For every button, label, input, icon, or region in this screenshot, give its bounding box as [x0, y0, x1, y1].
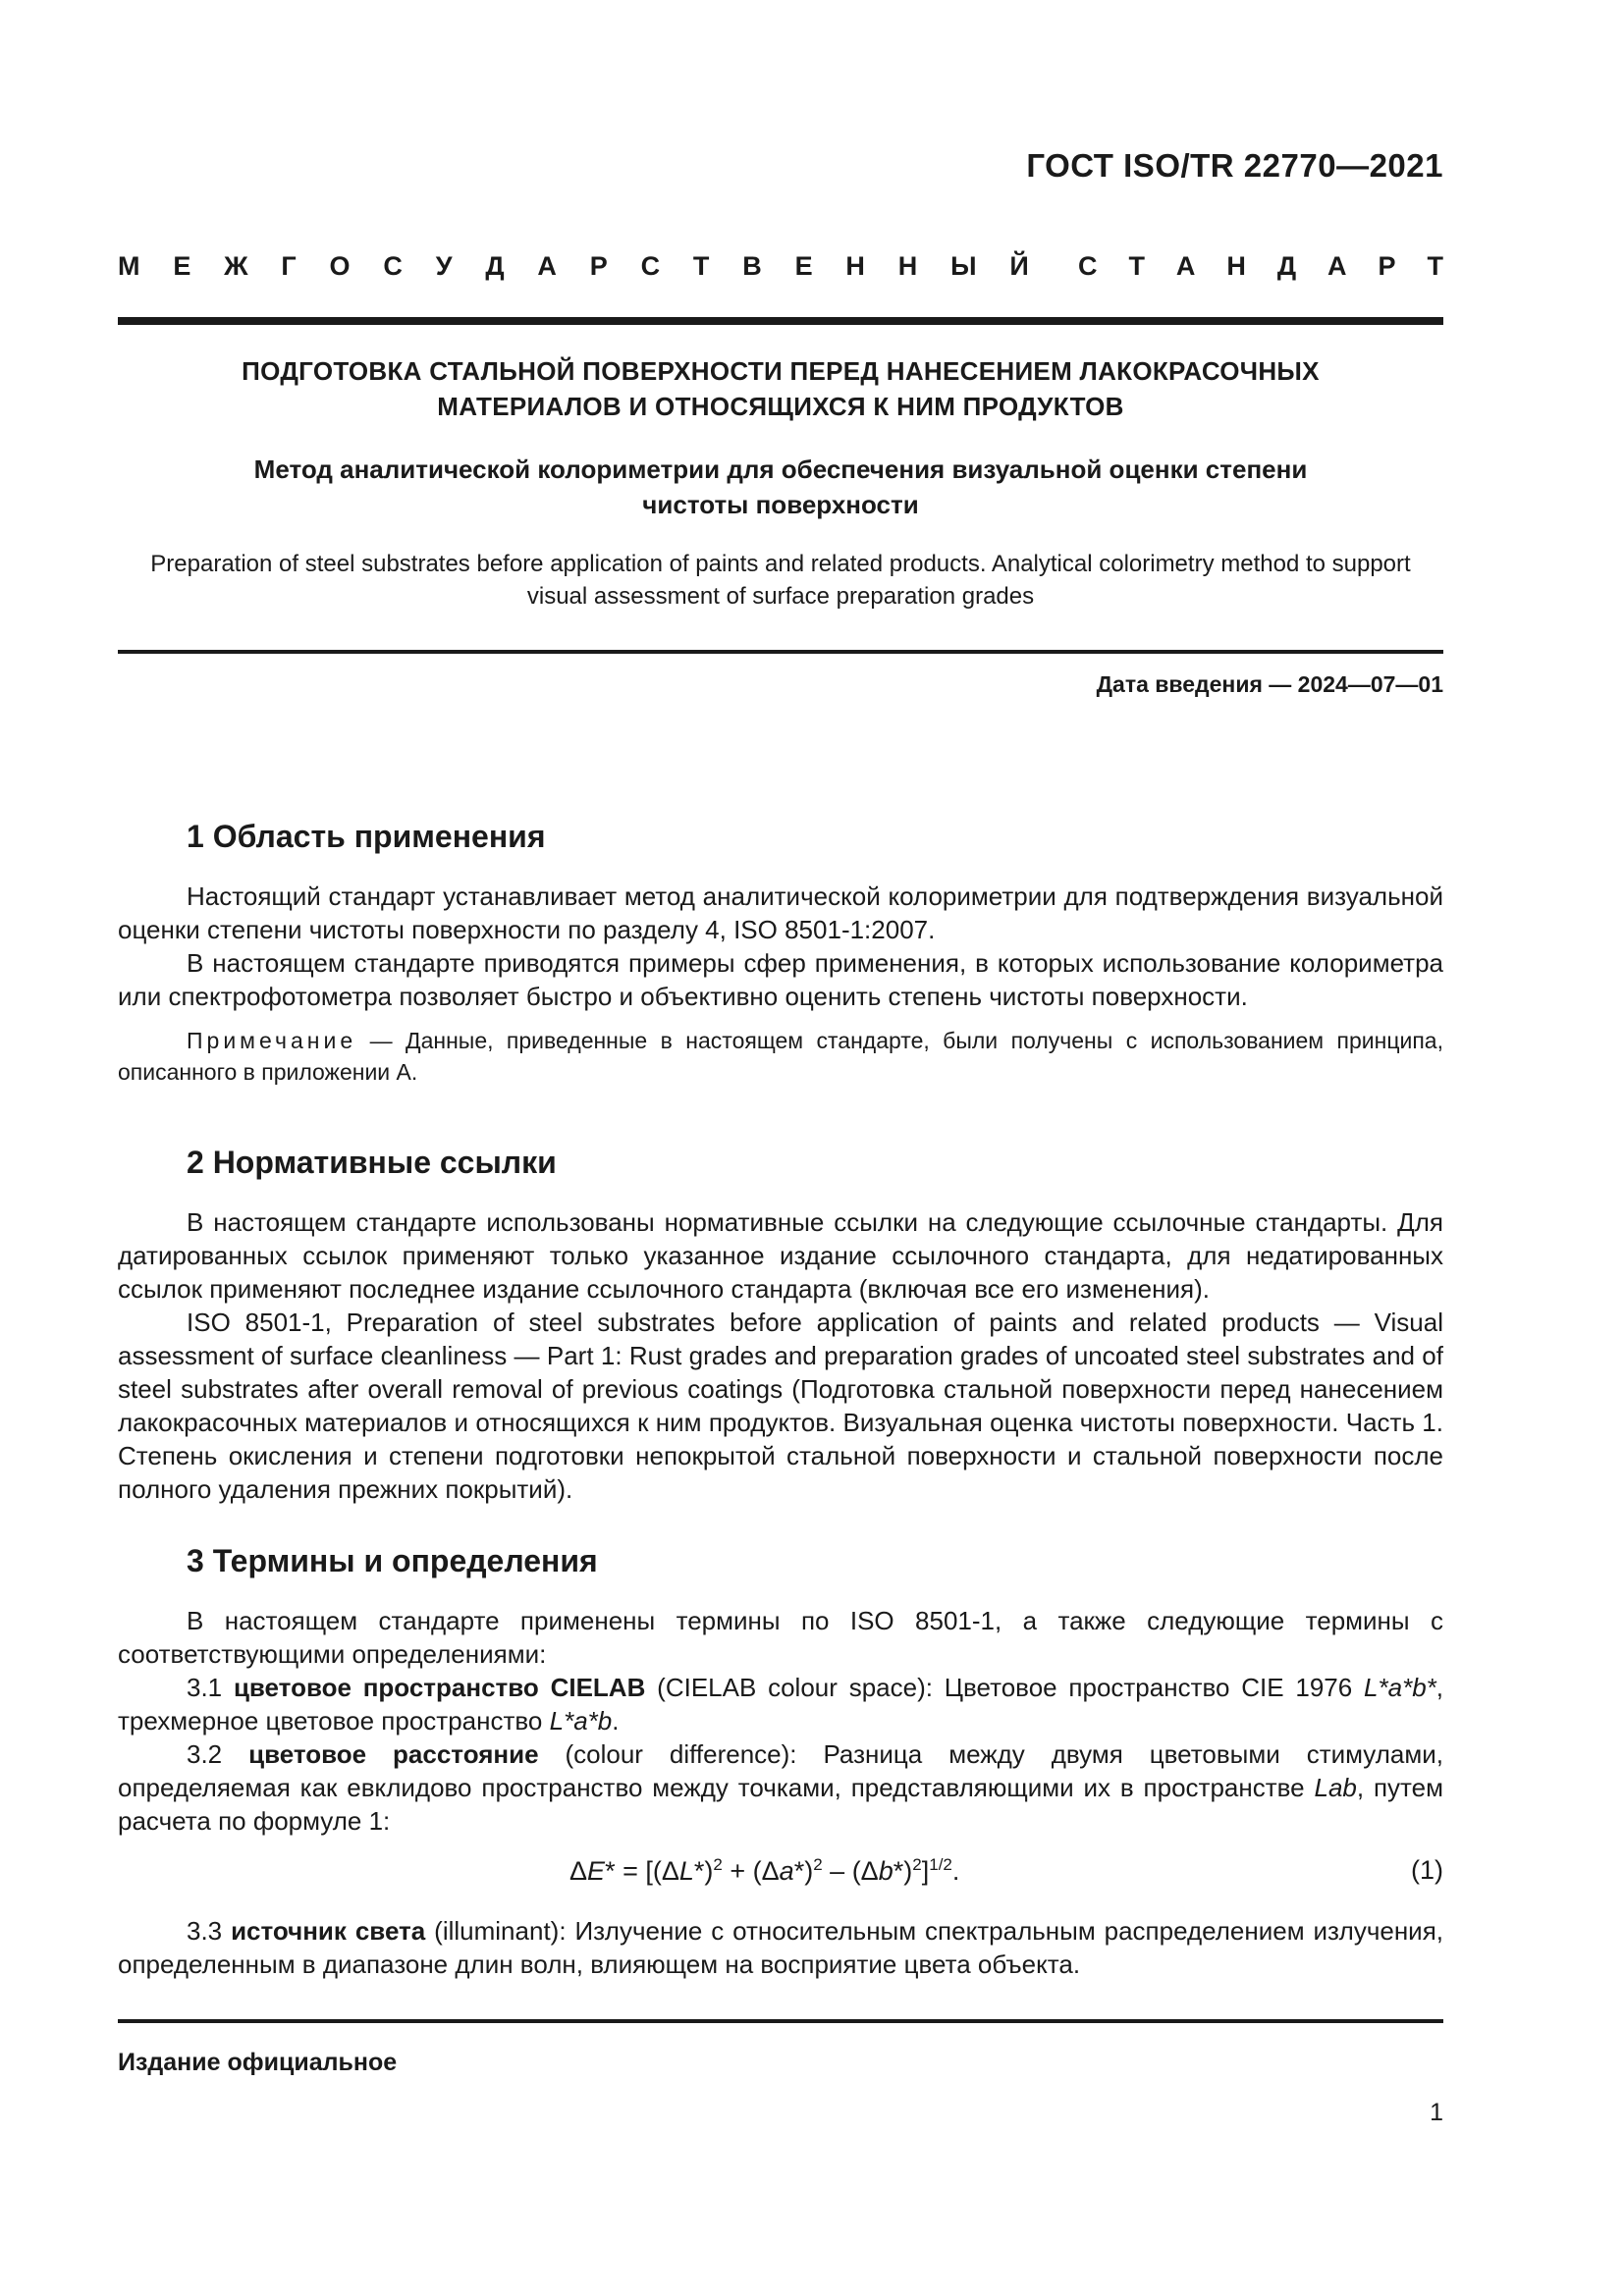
- banner-letter: М: [118, 251, 140, 281]
- banner-letter: Т: [1128, 251, 1145, 281]
- term-3-2: 3.2 цветовое расстояние (colour difference): Разница между двумя цветовыми стимулами, определяемая как евклидово пространство между точками, представляющими их в пространстве Lab, путем расчета по формуле 1:: [118, 1739, 1444, 1836]
- term-3-3: 3.3 источник света (illuminant): Излучение с относительным спектральным распределением излучения, определенным в диапазоне длин волн, влияющем на восприятие цвета объекта.: [118, 1916, 1444, 1979]
- banner-letter: А: [537, 251, 557, 281]
- page-number: 1: [1430, 2099, 1443, 2126]
- banner-letter: У: [435, 251, 453, 281]
- term-3-1-name: цветовое пространство CIELAB: [233, 1673, 646, 1702]
- section1-paragraph2: В настоящем стандарте приводятся примеры сфер применения, в которых использование колориметра или спектрофотометра позволяет быстро и объективно оценить степень чистоты поверхности.: [118, 948, 1443, 1011]
- banner-letter: Р: [1378, 251, 1396, 281]
- section1-heading: 1 Область применения: [187, 819, 546, 854]
- section1-note: Примечание — Данные, приведенные в настоящем стандарте, были получены с использованием принципа, описанного в приложении А.: [118, 1028, 1443, 1085]
- section2-paragraph2: ISO 8501-1, Preparation of steel substrates before application of paints and related products — Visual assessment of surface cleanliness — Part 1: Rust grades and preparation grades of uncoated steel substrates and of steel substrates after overall removal of previous coatings (Подготовка стальной поверхности перед нанесением лакокрасочных материалов и относящихся к ним продуктов. Визуальная оценка чистоты поверхности. Часть 1. Степень окисления и степени подготовки непокрытой стальной поверхности и стальной поверхности после полного удаления прежних покрытий).: [118, 1308, 1443, 1504]
- document-page: [118, 0, 1443, 2296]
- banner-letter: Н: [1226, 251, 1246, 281]
- section3-paragraph1: В настоящем стандарте применены термины по ISO 8501-1, а также следующие термины с соответствующими определениями:: [118, 1606, 1443, 1669]
- banner-letter: Н: [845, 251, 865, 281]
- banner-letter: В: [742, 251, 762, 281]
- footer-rule: [118, 2019, 1443, 2023]
- banner-letter: С: [1078, 251, 1098, 281]
- english-title: [118, 548, 1443, 613]
- banner-word-standard: [1078, 251, 1443, 282]
- formula-number: (1): [1411, 1855, 1443, 1885]
- section2-heading: 2 Нормативные ссылки: [187, 1145, 557, 1180]
- banner-letter: Ы: [950, 251, 977, 281]
- subtitle: [118, 452, 1443, 522]
- introduction-date: Дата введения — 2024—07—01: [1096, 671, 1443, 697]
- term-3-2-name: цветовое расстояние: [248, 1739, 539, 1769]
- main-title: [118, 353, 1443, 424]
- banner-letter: А: [1327, 251, 1347, 281]
- section1-paragraph1: Настоящий стандарт устанавливает метод аналитической колориметрии для подтверждения визуальной оценки степени чистоты поверхности по разделу 4, ISO 8501-1:2007.: [118, 881, 1443, 944]
- official-edition: Издание официальное: [118, 2049, 398, 2076]
- banner-letter: Н: [897, 251, 918, 281]
- title-rule: [118, 650, 1443, 654]
- main-title-line2: МАТЕРИАЛОВ И ОТНОСЯЩИХСЯ К НИМ ПРОДУКТОВ: [437, 392, 1124, 421]
- banner-letter: Д: [1276, 251, 1297, 281]
- document-code: ГОСТ ISO/TR 22770—2021: [1026, 147, 1443, 184]
- banner-letter: Т: [692, 251, 710, 281]
- note-label: Примечание: [187, 1028, 357, 1053]
- banner-letter: Й: [1009, 251, 1029, 281]
- banner-letter: С: [383, 251, 403, 281]
- banner-letter: Е: [173, 251, 191, 281]
- banner-letter: С: [640, 251, 661, 281]
- section3-heading: 3 Термины и определения: [187, 1543, 598, 1578]
- banner-letter: Ж: [224, 251, 248, 281]
- banner-letter: Т: [1427, 251, 1443, 281]
- subtitle-line1: Метод аналитической колориметрии для обеспечения визуальной оценки степени: [253, 454, 1308, 484]
- main-title-line1: ПОДГОТОВКА СТАЛЬНОЙ ПОВЕРХНОСТИ ПЕРЕД НАНЕСЕНИЕМ ЛАКОКРАСОЧНЫХ: [242, 356, 1320, 386]
- term-3-3-name: источник света: [231, 1916, 426, 1946]
- banner-letter: О: [329, 251, 351, 281]
- banner-letter: А: [1175, 251, 1196, 281]
- colour-difference-formula: $\Delta E* = [(\Delta L*)^2 + (\Delta a*)^2 - (\Delta b*)^2]^{1/2}$.: [569, 1855, 960, 1886]
- section2-paragraph1: В настоящем стандарте использованы нормативные ссылки на следующие ссылочные стандарты. Для датированных ссылок применяют только указанное издание ссылочного стандарта, для недатированных ссылок применяют последнее издание ссылочного стандарта (включая все его изменения).: [118, 1207, 1443, 1304]
- english-title-line1: Preparation of steel substrates before application of paints and related products. Analytical colorimetry method to support: [150, 551, 1411, 577]
- term-3-1: 3.1 цветовое пространство CIELAB (CIELAB colour space): Цветовое пространство CIE 1976 L*a*b*, трехмерное цветовое пространство L*a*b.: [118, 1673, 1443, 1735]
- subtitle-line2: чистоты поверхности: [642, 490, 919, 519]
- banner-word-interstate: [118, 251, 1029, 282]
- english-title-line2: visual assessment of surface preparation grades: [526, 583, 1035, 610]
- banner-letter: Г: [281, 251, 297, 281]
- banner-letter: Р: [589, 251, 608, 281]
- banner-letter: Е: [794, 251, 813, 281]
- standard-banner: [118, 251, 1443, 282]
- header-rule: [118, 317, 1443, 325]
- banner-letter: Д: [485, 251, 505, 281]
